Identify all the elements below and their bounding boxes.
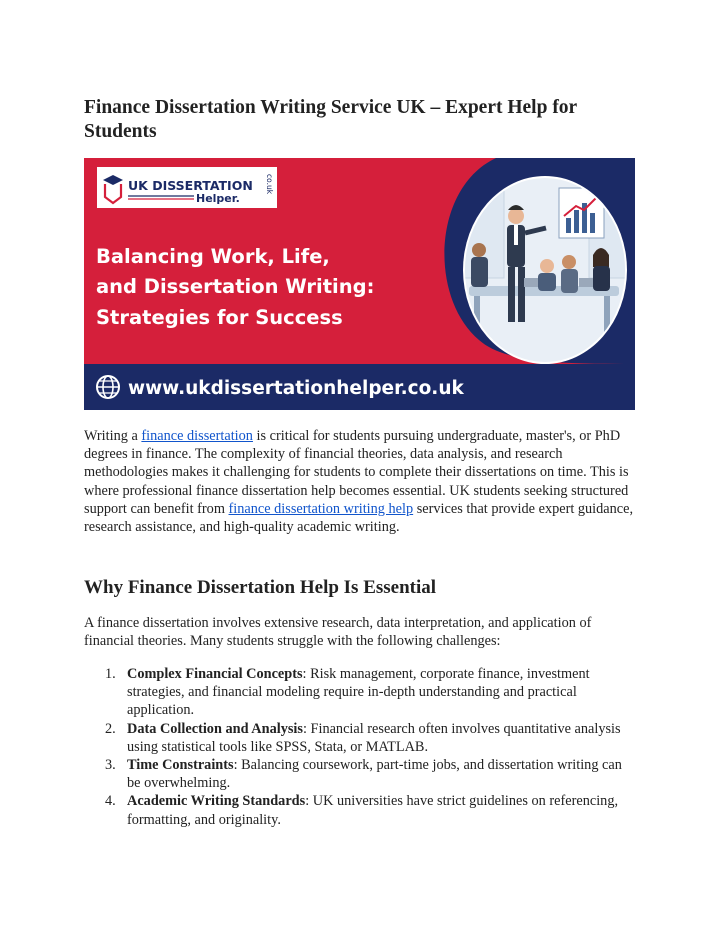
challenges-list: [84, 665, 636, 829]
intro-text-1: Writing a: [84, 428, 142, 444]
banner-image: [84, 158, 635, 410]
list-number: 1.: [105, 666, 116, 682]
list-item-text: : Risk management, corporate finance, investment strategies, and financial modeling require in-depth understanding and practical application.: [127, 666, 590, 719]
logo-domain: co.uk: [265, 174, 274, 195]
list-item-text: : Financial research often involves quantitative analysis using statistical tools like SPSS, Stata, or MATLAB.: [127, 720, 621, 755]
list-item: [84, 665, 636, 720]
list-item: [84, 792, 636, 828]
list-item-title: Data Collection and Analysis: [127, 720, 303, 737]
intro-text-2: is critical for students pursuing undergraduate, master's, or PhD degrees in finance. The complexity of financial theories, data analysis, and research methodologies makes it challenging for students to complete their dissertations on time. This is where professional finance dissertation help becomes essential. UK students seeking structured support can benefit from: [84, 428, 629, 517]
page-title: Finance Dissertation Writing Service UK – Expert Help for Students: [84, 97, 577, 142]
banner-headline-2: and Dissertation Writing:: [96, 275, 375, 298]
banner-graphic: [84, 158, 635, 410]
list-number: 2.: [105, 720, 116, 737]
brand-logo: [97, 167, 277, 208]
list-item-text: : UK universities have strict guidelines on referencing, formatting, and originality.: [127, 793, 619, 828]
banner-headline-1: Balancing Work, Life,: [96, 245, 330, 268]
section-paragraph: A finance dissertation involves extensive research, data interpretation, and application of financial theories. Many students struggle with the following challenges:: [84, 615, 592, 650]
banner-headline-3: Strategies for Success: [96, 306, 343, 329]
logo-subtitle: Helper.: [196, 192, 240, 205]
finance-dissertation-writing-help-link[interactable]: finance dissertation writing help: [228, 500, 414, 517]
list-item-title: Complex Financial Concepts: [127, 666, 303, 682]
list-item-title: Time Constraints: [127, 757, 234, 774]
list-number: 3.: [105, 757, 116, 774]
intro-text-3: services that provide expert guidance, research assistance, and high-quality academic writing.: [84, 500, 634, 536]
intro-paragraph: [84, 427, 636, 536]
list-item: [84, 720, 636, 756]
list-item-text: : Balancing coursework, part-time jobs, and dissertation writing can be overwhelming.: [127, 757, 622, 792]
list-number: 4.: [105, 793, 116, 810]
logo-title: UK DISSERTATION: [128, 178, 253, 193]
list-item: [84, 756, 636, 792]
section-heading: Why Finance Dissertation Help Is Essential: [84, 577, 437, 598]
list-item-title: Academic Writing Standards: [127, 793, 306, 810]
finance-dissertation-link[interactable]: finance dissertation: [141, 428, 253, 444]
banner-url: www.ukdissertationhelper.co.uk: [128, 378, 464, 399]
